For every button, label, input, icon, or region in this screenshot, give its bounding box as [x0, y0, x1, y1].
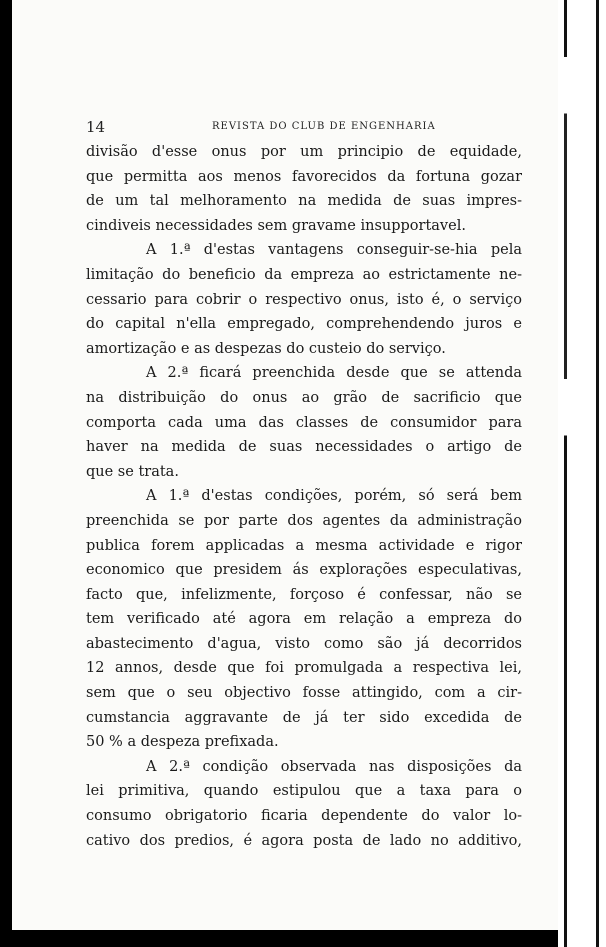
text-line: publica forem applicadas a mesma actividade e rigor: [86, 537, 522, 554]
text-line: 50 % a despeza prefixada.: [86, 734, 279, 751]
text-line: cessario para cobrir o respectivo onus, isto é, o serviço: [86, 291, 522, 308]
text-line: abastecimento d'agua, visto como são já decorridos: [86, 635, 522, 652]
book-page: [12, 0, 560, 930]
text-line: 12 annos, desde que foi promulgada a respectiva lei,: [86, 660, 522, 677]
page-edge-scan-border: [558, 0, 606, 947]
page-body: [86, 140, 522, 853]
paragraph-3: [86, 361, 522, 484]
page-number: 14: [86, 118, 106, 136]
paragraph-2: [86, 238, 522, 361]
text-line: haver na medida de suas necessidades o artigo de: [86, 439, 522, 456]
text-line: lei primitiva, quando estipulou que a taxa para o: [86, 783, 522, 800]
text-line: que se trata.: [86, 463, 179, 480]
running-title: REVISTA DO CLUB DE ENGENHARIA: [212, 121, 436, 132]
text-line: sem que o seu objectivo fosse attingido, com a cir-: [86, 685, 522, 702]
text-line: A 1.ª d'estas vantagens conseguir-se-hia pela: [146, 242, 522, 259]
text-line: do capital n'ella empregado, comprehendendo juros e: [86, 316, 522, 333]
text-line: na distribuição do onus ao grão de sacrificio que: [86, 389, 522, 406]
paragraph-1: [86, 140, 522, 238]
text-line: limitação do beneficio da empreza ao estrictamente ne-: [86, 266, 522, 283]
text-line: facto que, infelizmente, forçoso é confessar, não se: [86, 586, 522, 603]
text-line: tem verificado até agora em relação a empreza do: [86, 611, 522, 628]
text-line: de um tal melhoramento na medida de suas impres-: [86, 193, 522, 210]
text-line: A 2.ª ficará preenchida desde que se attenda: [146, 365, 522, 382]
text-line: consumo obrigatorio ficaria dependente do valor lo-: [86, 808, 522, 825]
text-line: preenchida se por parte dos agentes da administração: [86, 512, 522, 529]
text-line: cindiveis necessidades sem gravame insupportavel.: [86, 217, 466, 234]
text-line: amortização e as despezas do custeio do serviço.: [86, 340, 446, 357]
text-line: cumstancia aggravante de já ter sido excedida de: [86, 709, 522, 726]
page-header: [86, 118, 522, 138]
text-line: A 2.ª condição observada nas disposições da: [146, 758, 522, 775]
paragraph-5: [86, 755, 522, 853]
text-line: que permitta aos menos favorecidos da fortuna gozar: [86, 168, 522, 185]
text-line: economico que presidem ás explorações especulativas,: [86, 562, 522, 579]
paragraph-4: [86, 484, 522, 755]
text-line: cativo dos predios, é agora posta de lado no additivo,: [86, 832, 522, 849]
text-line: divisão d'esse onus por um principio de equidade,: [86, 144, 522, 160]
text-line: A 1.ª d'estas condições, porém, só será bem: [146, 488, 522, 505]
text-line: comporta cada uma das classes de consumidor para: [86, 414, 522, 431]
